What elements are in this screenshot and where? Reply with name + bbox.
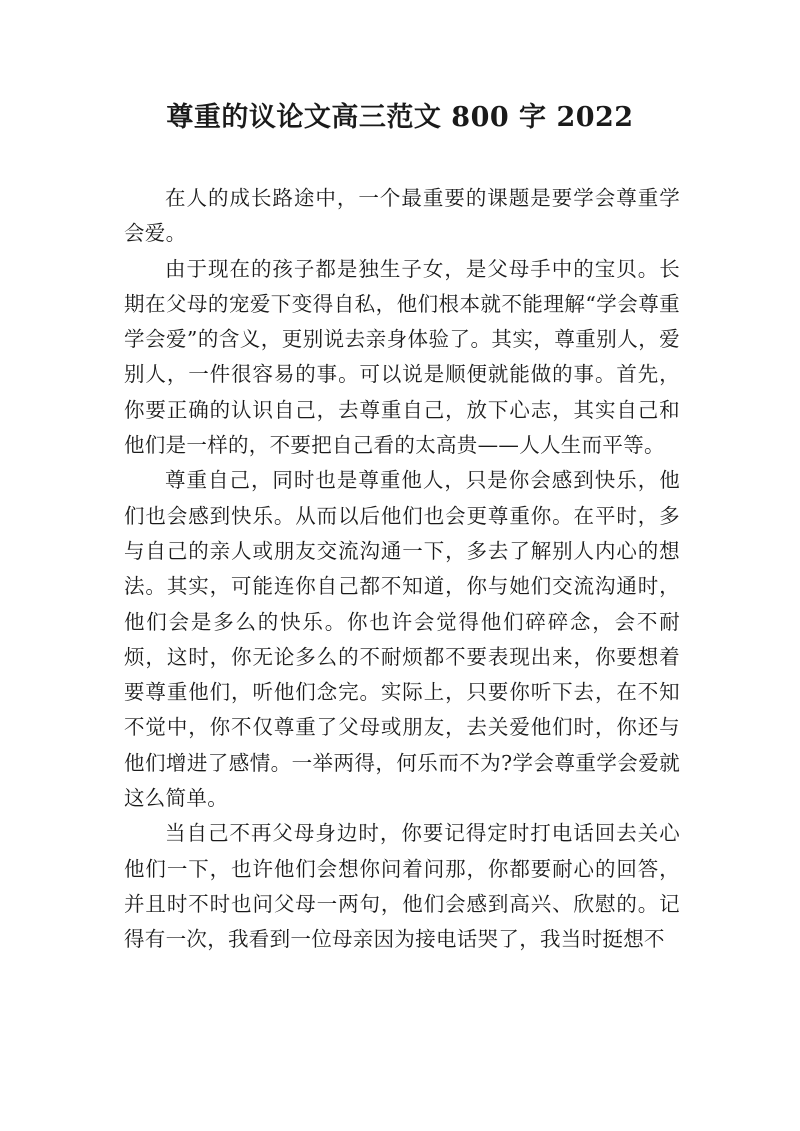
paragraph-4: 当自己不再父母身边时，你要记得定时打电话回去关心他们一下，也许他们会想你问着问那，你都要耐心的回答，并且时不时也问父母一两句，他们会感到高兴、欣慰的。记得有一次，我看到一位母亲因为接电话哭了，我当时挺想不 xyxy=(124,821,680,952)
document-body xyxy=(124,181,680,958)
paragraph-2: 由于现在的孩子都是独生子女，是父母手中的宝贝。长期在父母的宠爱下变得自私，他们根本就不能理解“学会尊重学会爱”的含义，更别说去亲身体验了。其实，尊重别人，爱别人，一件很容易的事。可以说是顺便就能做的事。首先，你要正确的认识自己，去尊重自己，放下心志，其实自己和他们是一样的，不要把自己看的太高贵——人人生而平等。 xyxy=(124,256,680,458)
paragraph-1: 在人的成长路途中，一个最重要的课题是要学会尊重学会爱。 xyxy=(124,186,680,246)
paragraph-3: 尊重自己，同时也是尊重他人，只是你会感到快乐，他们也会感到快乐。从而以后他们也会更尊重你。在平时，多与自己的亲人或朋友交流沟通一下，多去了解别人内心的想法。其实，可能连你自己都不知道，你与她们交流沟通时，他们会是多么的快乐。你也许会觉得他们碎碎念，会不耐烦，这时，你无论多么的不耐烦都不要表现出来，你要想着要尊重他们，听他们念完。实际上，只要你听下去，在不知不觉中，你不仅尊重了父母或朋友，去关爱他们时，你还与他们增进了感情。一举两得，何乐而不为?学会尊重学会爱就这么简单。 xyxy=(124,468,680,811)
page-title: 尊重的议论文高三范文 800 字 2022 xyxy=(166,102,634,133)
